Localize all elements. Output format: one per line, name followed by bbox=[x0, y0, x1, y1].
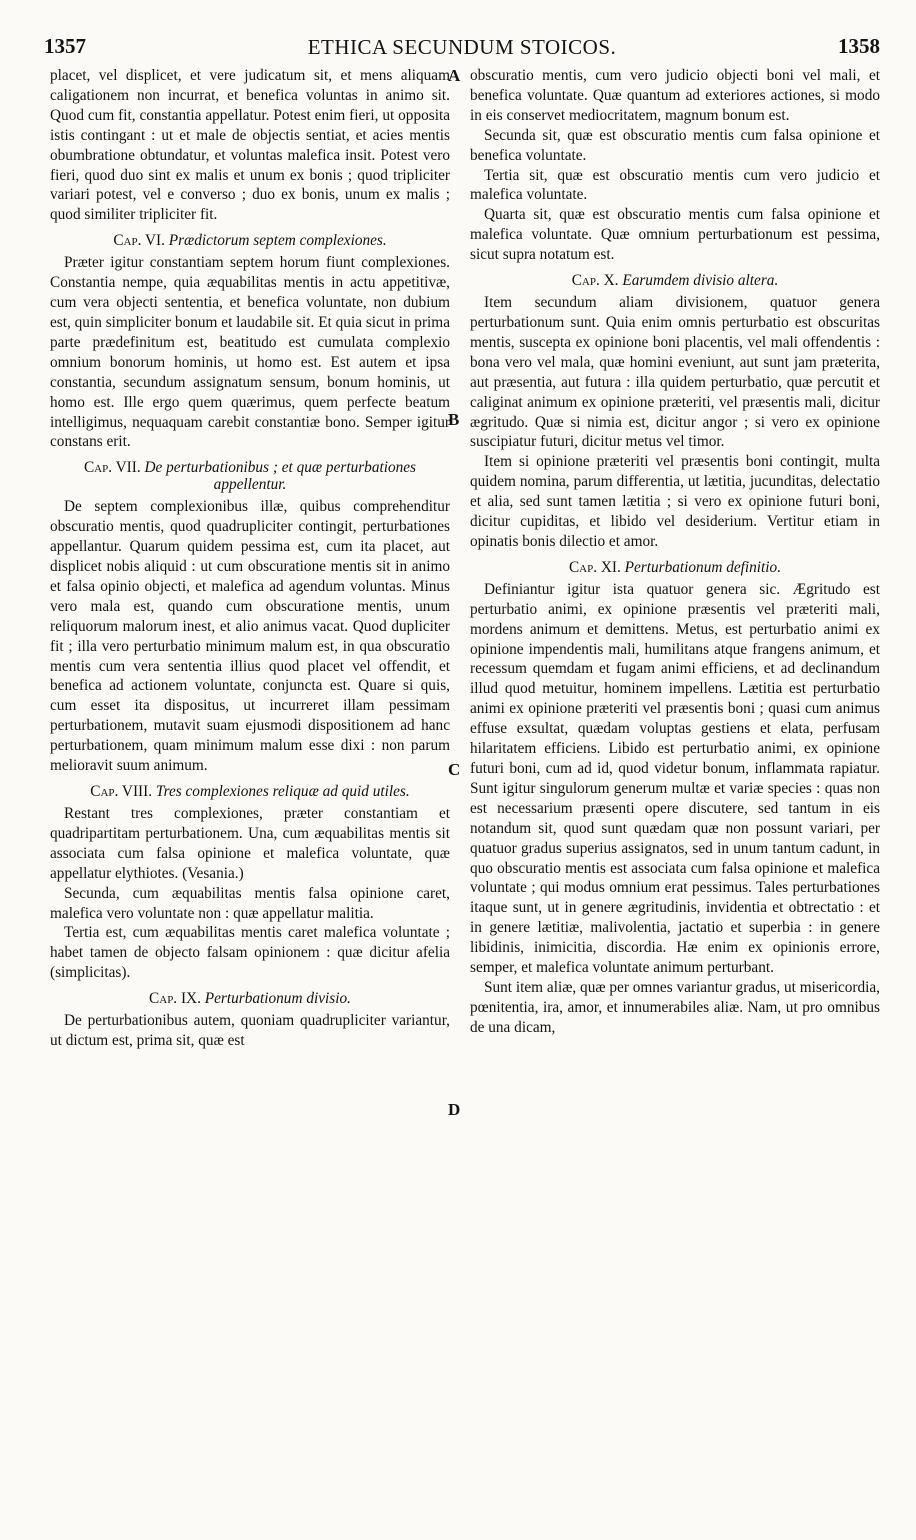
chapter-title: Prædictorum septem complexiones. bbox=[168, 232, 387, 250]
margin-letter-c: C bbox=[448, 760, 461, 779]
paragraph: Secunda sit, quæ est obscuratio mentis cum falsa opinione et benefica voluntate. bbox=[470, 126, 880, 164]
chapter-title: Tres complexiones reliquæ ad quid utiles. bbox=[155, 783, 410, 800]
paragraph: placet, vel displicet, et vere judicatum sit, et mens aliquam caligationem non incurrat, et benefica voluntas in animo sit. Quod cum fit, constantia appellatur. Potest enim fieri, ut opposita istis contingant : ut et male de objectis sentiat, et acies mentis obumbratione obtundatur, et voluntas malefica insit. Potest vero fieri, quod duo sint ex malis et unum ex bonis ; quod tripliciter variari potest, vel e converso ; duo ex bonis, unum ex malis ; quod similiter tripliciter fit. bbox=[50, 67, 450, 224]
paragraph: Tertia est, cum æquabilitas mentis caret malefica voluntate ; habet tamen de objecto falsam opinionem : quæ dicitur afelia (simplicitas). bbox=[50, 924, 450, 982]
paragraph: Restant tres complexiones, præter constantiam et quadripartitam perturbationem. Una, cum æquabilitas mentis sit associata cum falsa opinione et malefica voluntate, quæ appellatur elythiotes. (Vesania.) bbox=[50, 805, 450, 882]
chapter-title: Earumdem divisio altera. bbox=[622, 272, 779, 290]
paragraph: Definiantur igitur ista quatuor genera sic. Ægritudo est perturbatio animi, ex opinione præsentis vel præteriti mali, mordens animum et demittens. Metus, est perturbatio animi ex opinione impendentis mali, humilitans atque frangens animum, et recessum quemdam et fugam animi efficiens, et ad declinandum illud quod metuitur, hominem impellens. Lætitia est perturbatio animi ex opinione præteriti vel præsentis boni ; quasi cum animus effuse exsultat, quædam voluptas gestiens et elata, perfusam hilaritatem efficiens. Libido est perturbatio animi, ex opinione futuri boni, cum ad id, quod videtur bonum, inflammata rapiatur. Sunt igitur singulorum generum multæ et variæ species : quas non est necessarium præsenti opere discutere, sed tantum in eis notandum sit, quod sunt quædam quæ non possunt variari, per quatuor gradus superius assignatos, sed in unum tantum cadunt, in quo obscuratio mentis est associata cum falsa opinione et malefica voluntate ; qui modus omnium erat pessimus. Tales perturbationes itaque sunt, ut in genere ægritudinis, invidentia et obtrectatio : et in genere lætitiæ, malivolentia, jactatio et superbia : in genere libidinis, inimicitia, discordia. Hæ enim ex opinionis errore, semper, et malefica voluntate animum perturbant. bbox=[470, 580, 880, 977]
paragraph: obscuratio mentis, cum vero judicio objecti boni vel mali, et benefica voluntate. Quæ quantum ad exteriores actiones, si modo in eis conservet mediocritatem, magnum bonum est. bbox=[470, 67, 880, 124]
page-header bbox=[44, 34, 880, 62]
paragraph: De septem complexionibus illæ, quibus comprehenditur obscuratio mentis, quod quadrupliciter contingit, perturbationes appellantur. Quarum quidem pessima est, cum ita placet, aut displicet nobis aliquid : ut cum obscuratione mentis sit in animo et falsa opinio objecti, et malefica ad agendum voluntas. Minus vero mala est, quando cum obscuratione mentis, unum reliquorum malorum inest, et alio animus vacat. Quod dupliciter fit ; illa vero perturbatio minimum malum est, in qua obscuratio mentis cum vera sententia illius quod placet vel offendit, et benefica ad actionem voluntate, conjuncta est. Quare si quis, cum esset ita dispositus, ut incurreret illam pessimam perturbationem, mutavit suam ejusmodi dispositionem ad hanc perturbationem, quam minimum malum esse dixi : non parum melioravit suum animum. bbox=[50, 498, 450, 775]
page-number-left: 1357 bbox=[44, 34, 86, 58]
paragraph: Item si opinione præteriti vel præsentis boni contingit, multa quidem nomina, parum differentia, ut lætitia, jucunditas, delectatio et alia, sed sunt tamen lætitia ; si vero ex opinione futuri boni, dicitur cupiditas, et libido vel desiderium. Vertitur etiam in opinatis bonis dilectio et amor. bbox=[470, 453, 880, 550]
chapter-heading bbox=[470, 559, 880, 576]
running-title: ETHICA SECUNDUM STOICOS. bbox=[307, 35, 617, 59]
paragraph: Secunda, cum æquabilitas mentis falsa opinione caret, malefica vero voluntate non : quæ appellatur malitia. bbox=[50, 884, 450, 922]
chapter-heading bbox=[50, 232, 450, 249]
paragraph: Quarta sit, quæ est obscuratio mentis cum falsa opinione et malefica voluntate. Quæ omnium perturbationum est pessima, sicut supra notatum est. bbox=[470, 206, 880, 264]
chapter-heading bbox=[50, 990, 450, 1007]
chapter-title: De perturbationibus ; et quæ perturbationes appellentur. bbox=[144, 459, 417, 494]
paragraph: Item secundum aliam divisionem, quatuor genera perturbationum sunt. Quia enim omnis perturbatio est obscuritas mentis, suscepta ex opinione boni placentis, vel mali offendentis : bona vero vel mala, quæ homini eveniunt, aut sunt jam præterita, aut præsentia, aut futura : illa quidem perturbatio, quæ percutit et caliginat animum ex opinione præteriti, vel præsentis mali, dicitur ægritudo. Quæ si nimia est, dicitur angor ; si vero ex opinione suscipiatur futuri, dicitur metus vel timor. bbox=[470, 294, 880, 451]
chapter-label: Cap. VI. bbox=[113, 232, 165, 250]
margin-letter-a: A bbox=[448, 66, 461, 85]
margin-letter-d: D bbox=[448, 1100, 461, 1119]
chapter-heading bbox=[470, 272, 880, 289]
paragraph: Sunt item aliæ, quæ per omnes variantur gradus, ut misericordia, pœnitentia, ira, amor, et innumerabiles aliæ. Nam, ut pro omnibus de una dicam, bbox=[470, 978, 880, 1036]
chapter-label: Cap. VIII. bbox=[90, 783, 153, 800]
chapter-title: Perturbationum divisio. bbox=[204, 990, 351, 1008]
chapter-heading bbox=[50, 783, 450, 800]
paragraph: Præter igitur constantiam septem horum fiunt complexiones. Constantia nempe, quia æquabilitas mentis in actu appetitivæ, cum vera objecti sententia, et benefica voluntate, non dubium est, quin simpliciter bonum et laudabile sit. Et quia sicut in prima parte prædefinitum est, beatitudo est cumulata complexio omnium bonorum hominis, ut homo est. Est autem et ipsa constantia, secundum assignatum sensum, bonum hominis, ut homo est. Ille ergo quem quærimus, quem perfecte beatum intelligimus, nequaquam carebit constantiæ bono. Semper igitur constans erit. bbox=[50, 254, 450, 451]
margin-letter-b: B bbox=[448, 410, 460, 429]
left-column bbox=[50, 66, 450, 1051]
chapter-label: Cap. VII. bbox=[83, 459, 141, 477]
right-column bbox=[470, 66, 880, 1038]
paragraph: De perturbationibus autem, quoniam quadrupliciter variantur, ut dictum est, prima sit, quæ est bbox=[50, 1012, 450, 1050]
chapter-heading bbox=[50, 459, 450, 493]
chapter-title: Perturbationum definitio. bbox=[624, 558, 782, 576]
paragraph: Tertia sit, quæ est obscuratio mentis cum vero judicio et malefica voluntate. bbox=[470, 166, 880, 204]
chapter-label: Cap. XI. bbox=[568, 558, 621, 576]
chapter-label: Cap. X. bbox=[571, 272, 619, 290]
chapter-label: Cap. IX. bbox=[149, 990, 201, 1008]
page-number-right: 1358 bbox=[838, 34, 880, 58]
